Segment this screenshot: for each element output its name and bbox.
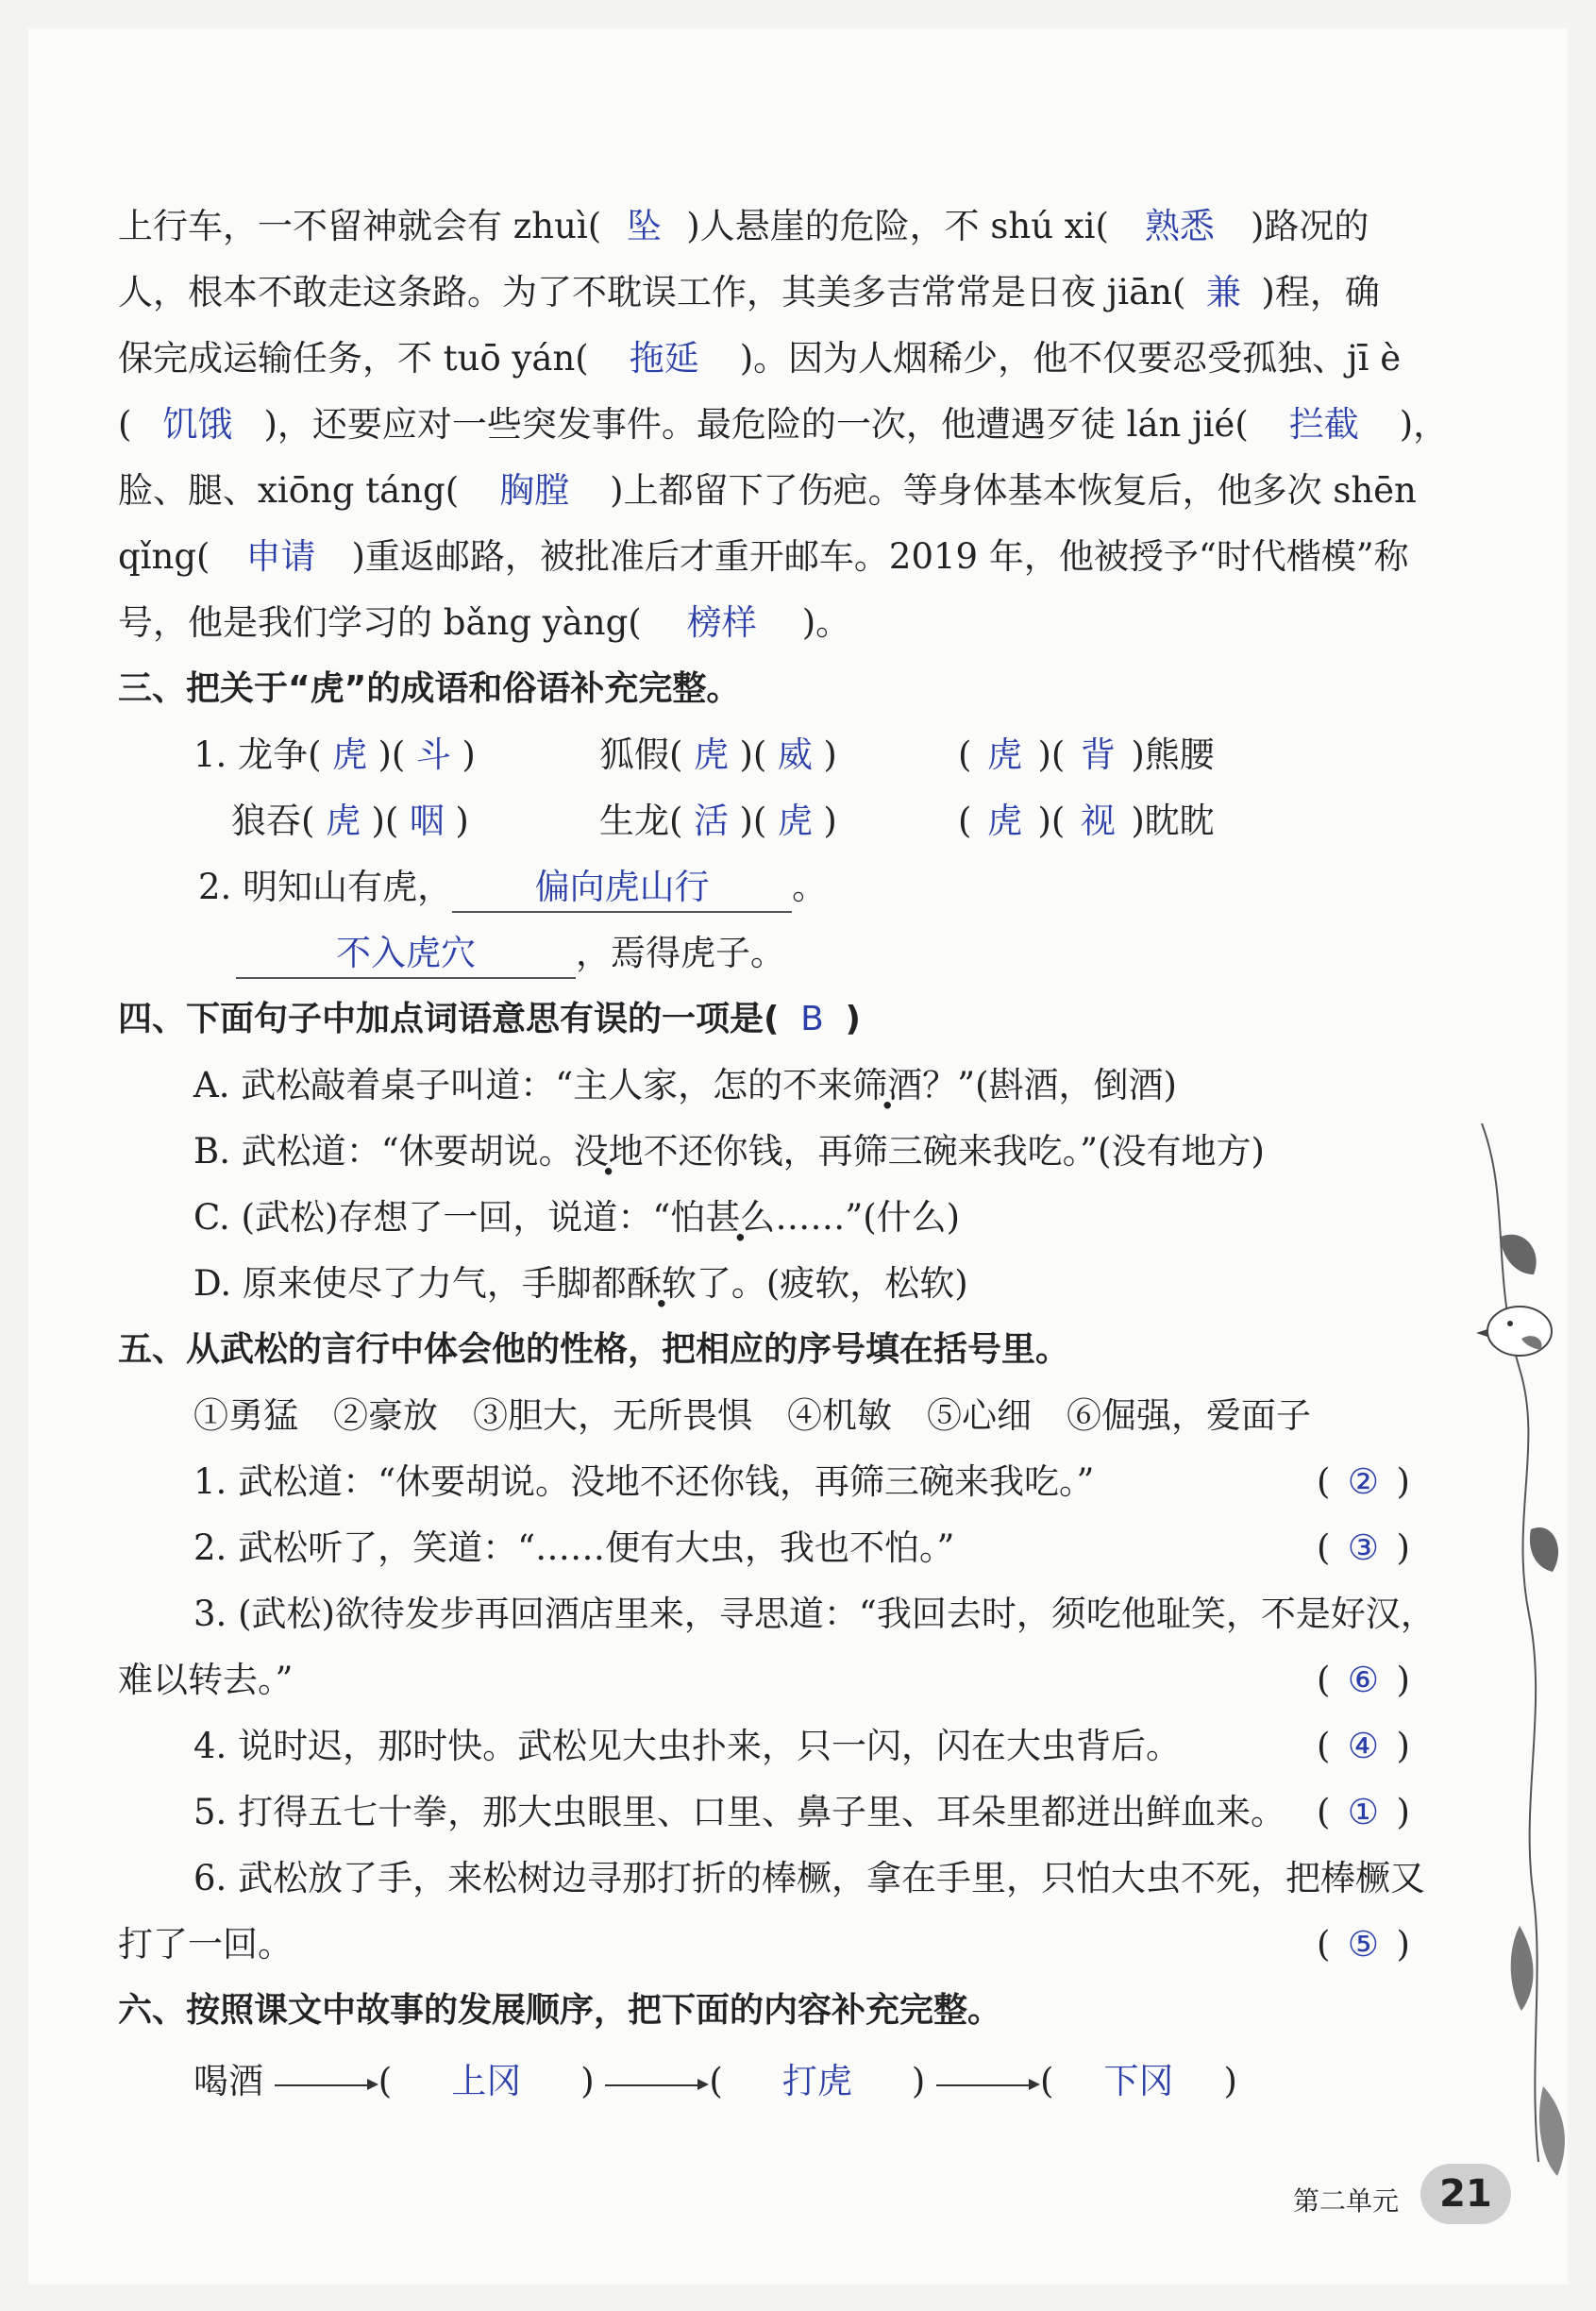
- text: )路况的: [1250, 206, 1369, 246]
- text: )，: [1399, 404, 1449, 445]
- section-5-title: 五、从武松的言行中体会他的性格，把相应的序号填在括号里。: [118, 1330, 1070, 1369]
- text: )。因为人烟稀少，他不仅要忍受孤独、jī è: [739, 338, 1402, 379]
- text: 号，他是我们学习的 bǎng yàng(: [118, 602, 642, 643]
- passage-line-7: [118, 599, 850, 647]
- passage-line-3: [118, 335, 1401, 382]
- proverb-line-1: 2. 明知山有虎， 偏向虎山行 。: [198, 864, 827, 913]
- answer: 下冈: [1103, 2061, 1174, 2101]
- answer: 打虎: [781, 2061, 852, 2101]
- answer: 榜样: [686, 602, 757, 643]
- trait-item-2: 2. 武松听了，笑道：“……便有大虫，我也不怕。”: [193, 1527, 955, 1568]
- answer: 饥饿: [162, 404, 233, 445]
- trait-item-5: 5. 打得五七十拳，那大虫眼里、口里、鼻子里、耳朵里都迸出鲜血来。: [193, 1792, 1286, 1832]
- trait-item-6: 6. 武松放了手，来松树边寻那打折的棒橛，拿在手里，只怕大虫不死，把棒橛又: [193, 1858, 1426, 1898]
- text: 脸、腿、xiōng táng(: [118, 470, 460, 511]
- idiom: 狐假( 虎 )( 威 ): [599, 734, 837, 775]
- start-step: 喝酒: [193, 2061, 263, 2101]
- answer: B: [800, 1000, 824, 1038]
- idiom: ( 虎 )( 背 )熊腰: [958, 734, 1215, 775]
- trait-item-3: 3. (武松)欲待发步再回酒店里来，寻思道：“我回去时，须吃他耻笑，不是好汉，: [193, 1594, 1436, 1634]
- text: )，还要应对一些突发事件。最危险的一次，他遭遇歹徒 lán jié(: [263, 404, 1249, 445]
- answer-blank: 不入虎穴: [236, 930, 576, 979]
- vine-decoration-icon: [1453, 1123, 1576, 2209]
- text: 上行车，一不留神就会有 zhuì(: [118, 206, 602, 246]
- trait-item-6-cont: 打了一回。: [118, 1924, 293, 1965]
- section-3-title: 三、把关于“虎”的成语和俗语补充完整。: [118, 669, 741, 708]
- section-6-title: 六、按照课文中故事的发展顺序，把下面的内容补充完整。: [118, 1991, 1002, 2030]
- answer: 上冈: [451, 2061, 522, 2101]
- answer: 熟悉: [1144, 206, 1215, 246]
- answer-blank: 偏向虎山行: [452, 864, 792, 913]
- proverb-line-2: 不入虎穴 ，焉得虎子。: [236, 930, 785, 979]
- trait-answer-4: ( ④ ): [1317, 1726, 1410, 1766]
- text: )重返邮路，被批准后才重开邮车。2019 年，他被授予“时代楷模”称: [351, 536, 1409, 577]
- idiom-row-2: [231, 798, 1215, 845]
- answer: 胸膛: [499, 470, 570, 511]
- passage-line-2: [118, 269, 1380, 316]
- trait-answer-2: ( ③ ): [1317, 1527, 1410, 1568]
- trait-item-1: 1. 武松道：“休要胡说。没地不还你钱，再筛三碗来我吃。”: [193, 1461, 1095, 1502]
- idiom: ( 虎 )( 视 )眈眈: [958, 801, 1215, 841]
- dotted-word: 酥软: [626, 1263, 697, 1304]
- trait-options: ①勇猛 ②豪放 ③胆大，无所畏惧 ④机敏 ⑤心细 ⑥倔强，爱面子: [193, 1395, 1311, 1436]
- text: qǐng(: [118, 536, 210, 577]
- answer: 坠: [626, 206, 662, 246]
- option-b: B. 武松道：“休要胡说。没地不还你钱，再筛三碗来我吃。”(没有地方): [193, 1131, 1265, 1172]
- idiom-row-1: [193, 732, 1215, 779]
- trait-answer-5: ( ① ): [1317, 1792, 1410, 1832]
- passage-line-5: [118, 467, 1417, 514]
- trait-item-4: 4. 说时迟，那时快。武松见大虫扑来，只一闪，闪在大虫背后。: [193, 1726, 1182, 1766]
- text: )程，确: [1261, 272, 1380, 312]
- bird-icon: [1476, 1307, 1552, 1356]
- option-c: C. (武松)存想了一回，说道：“怕甚么……”(什么): [193, 1197, 961, 1238]
- dotted-word: 甚么: [705, 1197, 776, 1238]
- passage-line-1: [118, 203, 1369, 250]
- idiom: 狼吞( 虎 )( 咽 ): [231, 801, 469, 841]
- text: )。: [801, 602, 851, 643]
- dotted-word: 筛酒: [852, 1065, 923, 1105]
- idiom: 1. 龙争( 虎 )( 斗 ): [193, 734, 476, 775]
- unit-label: 第二单元: [1293, 2185, 1400, 2217]
- story-sequence: 喝酒 ( 上冈 ) ( 打虎 ) ( 下冈 ): [193, 2058, 1237, 2105]
- page-number: 21: [1420, 2164, 1511, 2224]
- option-d: D. 原来使尽了力气，手脚都酥软了。(疲软，松软): [193, 1263, 968, 1304]
- text: 人，根本不敢走这条路。为了不耽误工作，其美多吉常常是日夜 jiān(: [118, 272, 1186, 312]
- answer: 申请: [245, 536, 316, 577]
- answer: 拖延: [629, 338, 699, 379]
- trait-answer-6: ( ⑤ ): [1317, 1924, 1410, 1965]
- trait-answer-1: ( ② ): [1317, 1461, 1410, 1502]
- answer: 拦截: [1288, 404, 1359, 445]
- text: )人悬崖的危险，不 shú xi(: [686, 206, 1109, 246]
- text: )上都留下了伤疤。等身体基本恢复后，他多次 shēn: [610, 470, 1417, 511]
- text: (: [118, 404, 132, 445]
- section-4-title: 四、下面句子中加点词语意思有误的一项是( B ): [118, 996, 861, 1043]
- text: 保完成运输任务，不 tuō yán(: [118, 338, 589, 379]
- idiom: 生龙( 活 )( 虎 ): [599, 801, 837, 841]
- answer: 兼: [1205, 272, 1241, 312]
- trait-answer-3: ( ⑥ ): [1317, 1660, 1410, 1700]
- trait-item-3-cont: 难以转去。”: [118, 1660, 294, 1700]
- dotted-word: 没地: [573, 1131, 644, 1172]
- passage-line-6: [118, 533, 1409, 581]
- passage-line-4: [118, 401, 1448, 448]
- option-a: A. 武松敲着桌子叫道：“主人家，怎的不来筛酒？”(斟酒，倒酒): [193, 1065, 1177, 1105]
